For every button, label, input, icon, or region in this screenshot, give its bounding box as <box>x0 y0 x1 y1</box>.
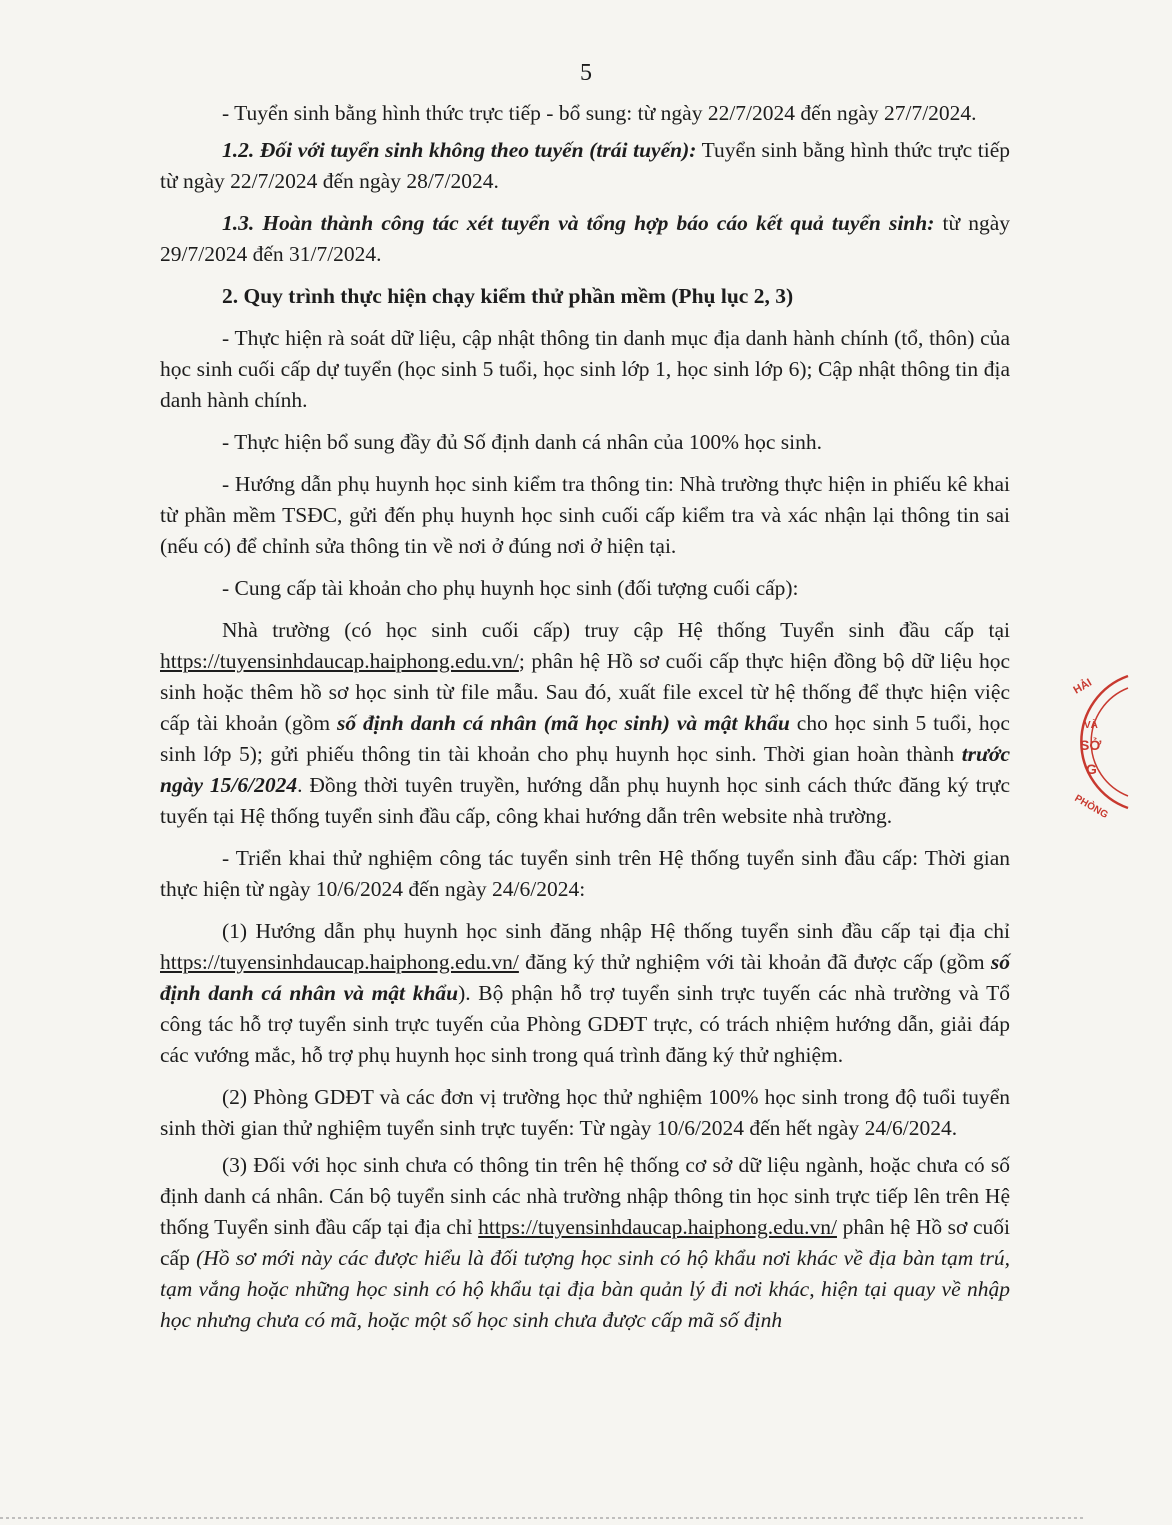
text-run: (Hồ sơ mới này các được hiểu là đối tượng học sinh có hộ khẩu nơi khác về địa bàn tạm trú, tạm vắng hoặc những học sinh có hộ khẩu tại địa bàn quản lý đi nơi khác, hiện tại quay về nhập học nhưng chưa có mã, hoặc một số học sinh chưa được cấp mã số định <box>160 1246 1010 1332</box>
text-run: (1) Hướng dẫn phụ huynh học sinh đăng nhập Hệ thống tuyển sinh đầu cấp tại địa chỉ <box>222 919 1010 943</box>
text-run: phân hệ Hồ sơ cuối cấp <box>160 1215 1010 1270</box>
page-number: 5 <box>580 60 592 86</box>
text-run: 1.3. Hoàn thành công tác xét tuyển và tổng hợp báo cáo kết quả tuyển sinh: <box>222 211 935 235</box>
paragraph-p1 <box>160 98 1010 129</box>
text-run: số định danh cá nhân và mật khẩu <box>160 950 1010 1005</box>
paragraph-p6 <box>160 427 1010 458</box>
text-run: Nhà trường (có học sinh cuối cấp) truy cập Hệ thống Tuyển sinh đầu cấp tại <box>222 618 1010 642</box>
svg-text:G: G <box>1086 761 1097 777</box>
url-link[interactable]: https://tuyensinhdaucap.haiphong.edu.vn/ <box>160 649 519 673</box>
url-link[interactable]: https://tuyensinhdaucap.haiphong.edu.vn/ <box>478 1215 837 1239</box>
text-run: - Tuyển sinh bằng hình thức trực tiếp - bổ sung: từ ngày 22/7/2024 đến ngày 27/7/2024. <box>222 101 977 125</box>
paragraph-p11 <box>160 916 1010 1071</box>
text-run: Tuyển sinh bằng hình thức trực tiếp từ ngày 22/7/2024 đến ngày 28/7/2024. <box>160 138 1010 193</box>
text-run: - Hướng dẫn phụ huynh học sinh kiểm tra thông tin: Nhà trường thực hiện in phiếu kê khai từ phần mềm TSĐC, gửi đến phụ huynh học sinh cuối cấp kiểm tra và xác nhận lại thông tin sai (nếu có) để chỉnh sửa thông tin về nơi ở đúng nơi ở hiện tại. <box>160 472 1010 558</box>
paragraph-p9 <box>160 615 1010 832</box>
text-run: 2. Quy trình thực hiện chạy kiểm thử phần mềm (Phụ lục 2, 3) <box>222 284 794 308</box>
paragraph-p3 <box>160 208 1010 270</box>
svg-text:HẢI: HẢI <box>1071 676 1094 697</box>
text-run: cho học sinh 5 tuổi, học sinh lớp 5); gửi phiếu thông tin tài khoản cho phụ huynh học sinh. Thời gian hoàn thành <box>160 711 1010 766</box>
text-run: - Thực hiện rà soát dữ liệu, cập nhật thông tin danh mục địa danh hành chính (tổ, thôn) của học sinh cuối cấp dự tuyển (học sinh 5 tuổi, học sinh lớp 1, học sinh lớp 6); Cập nhật thông tin địa danh hành chính. <box>160 326 1010 412</box>
text-run: đăng ký thử nghiệm với tài khoản đã được cấp (gồm <box>518 950 991 974</box>
text-run: ). Bộ phận hỗ trợ tuyển sinh trực tuyến các nhà trường và Tổ công tác hỗ trợ tuyển sinh trực tuyến của Phòng GDĐT trực, có trách nhiệm hướng dẫn, giải đáp các vướng mắc, hỗ trợ phụ huynh học sinh trong quá trình đăng ký thử nghiệm. <box>160 981 1010 1067</box>
red-seal-stamp-icon <box>1040 672 1130 821</box>
text-run: số định danh cá nhân (mã học sinh) và mật khẩu <box>336 711 790 735</box>
text-run: . Đồng thời tuyên truyền, hướng dẫn phụ huynh học sinh cách thức đăng ký trực tuyến tại Hệ thống tuyển sinh đầu cấp, công khai hướng dẫn trên website nhà trường. <box>160 773 1011 828</box>
text-run: (2) Phòng GDĐT và các đơn vị trường học thử nghiệm 100% học sinh trong độ tuổi tuyển sinh thời gian thử nghiệm tuyển sinh trực tuyến: Từ ngày 10/6/2024 đến hết ngày 24/6/2024. <box>160 1085 1010 1140</box>
text-run: - Thực hiện bổ sung đầy đủ Số định danh cá nhân của 100% học sinh. <box>222 430 823 454</box>
text-run: ; phân hệ Hồ sơ cuối cấp thực hiện đồng bộ dữ liệu học sinh hoặc thêm hồ sơ học sinh từ file mẫu. Sau đó, xuất file excel từ hệ thống để thực hiện việc cấp tài khoản (gồm <box>160 649 1010 735</box>
paragraph-p2 <box>160 135 1010 197</box>
url-link[interactable]: https://tuyensinhdaucap.haiphong.edu.vn/ <box>160 950 519 974</box>
svg-text:SỞ: SỞ <box>1080 737 1102 753</box>
scan-edge-line <box>0 1517 1084 1519</box>
paragraph-p10 <box>160 843 1010 905</box>
svg-text:PHÒNG: PHÒNG <box>1072 793 1110 821</box>
text-run: - Triển khai thử nghiệm công tác tuyển sinh trên Hệ thống tuyển sinh đầu cấp: Thời gian thực hiện từ ngày 10/6/2024 đến ngày 24/6/2024: <box>160 846 1010 901</box>
text-run: (3) Đối với học sinh chưa có thông tin trên hệ thống cơ sở dữ liệu ngành, hoặc chưa có số định danh cá nhân. Cán bộ tuyển sinh các nhà trường nhập thông tin học sinh trực tiếp lên trên Hệ thống Tuyển sinh đầu cấp tại địa chỉ <box>160 1153 1010 1239</box>
text-run: trước ngày 15/6/2024 <box>160 742 1010 797</box>
paragraph-p8 <box>160 573 1010 604</box>
paragraph-p12 <box>160 1082 1010 1144</box>
document-body <box>160 98 1010 1347</box>
svg-text:VÀ: VÀ <box>1084 720 1098 731</box>
text-run: 1.2. Đối với tuyển sinh không theo tuyến (trái tuyến): <box>222 138 697 162</box>
paragraph-p13 <box>160 1150 1010 1336</box>
paragraph-p4 <box>160 281 1010 312</box>
text-run: - Cung cấp tài khoản cho phụ huynh học sinh (đối tượng cuối cấp): <box>222 576 799 600</box>
paragraph-p5 <box>160 323 1010 416</box>
paragraph-p7 <box>160 469 1010 562</box>
text-run: từ ngày 29/7/2024 đến 31/7/2024. <box>160 211 1011 266</box>
